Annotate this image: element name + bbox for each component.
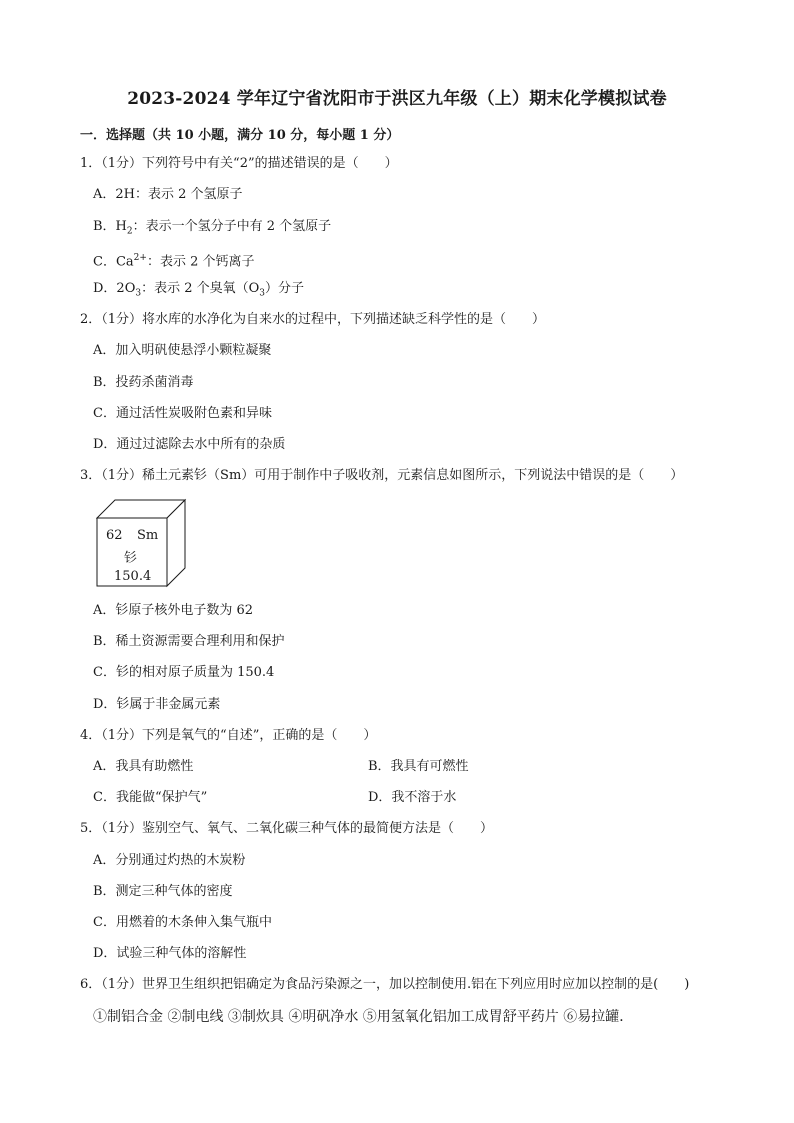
option-d-subscript: 3: [135, 288, 142, 299]
option-c-prefix: C．Ca: [93, 254, 134, 270]
question-4-option-b: B．我具有可燃性: [368, 759, 469, 774]
option-c-superscript: 2+: [133, 253, 147, 263]
element-atomic-mass: 150.4: [114, 569, 152, 584]
option-b-subscript: 2: [126, 226, 133, 237]
question-4-option-d: D．我不溶于水: [368, 790, 457, 805]
question-2-option-d: D．通过过滤除去水中所有的杂质: [93, 437, 286, 452]
page-title: 2023-2024 学年辽宁省沈阳市于洪区九年级（上）期末化学模拟试卷: [127, 89, 667, 109]
element-symbol: Sm: [137, 528, 159, 543]
option-c-text: ：表示 2 个钙离子: [146, 254, 255, 270]
element-name: 钐: [124, 551, 138, 566]
question-5-option-c: C．用燃着的木条伸入集气瓶中: [93, 915, 272, 930]
option-d-subscript-2: 3: [259, 288, 266, 299]
question-1-option-a: A．2H：表示 2 个氢原子: [93, 187, 243, 202]
question-6-stem: 6．（1分）世界卫生组织把铝确定为食品污染源之一，加以控制使用.铝在下列应用时应加以控制的是( ): [80, 977, 690, 992]
question-5-option-d: D．试验三种气体的溶解性: [93, 946, 247, 961]
option-d-suffix: ）分子: [265, 281, 305, 296]
question-1-option-d: [93, 280, 304, 303]
question-2-stem: 2．（1分）将水库的水净化为自来水的过程中，下列描述缺乏科学性的是（ ）: [80, 312, 546, 327]
question-1-option-b: [93, 218, 331, 241]
question-3-option-c: C．钐的相对原子质量为 150.4: [93, 665, 275, 680]
question-3-option-a: A．钐原子核外电子数为 62: [93, 603, 254, 618]
section-heading: 一．选择题（共 10 小题，满分 10 分，每小题 1 分）: [80, 128, 400, 143]
question-1-stem: 1．（1分）下列符号中有关“2”的描述错误的是（ ）: [80, 156, 398, 171]
question-4-option-a: A．我具有助燃性: [93, 759, 194, 774]
question-3-stem: 3．（1分）稀土元素钐（Sm）可用于制作中子吸收剂，元素信息如图所示，下列说法中错误的是（ ）: [80, 468, 684, 483]
option-d-prefix: D．2O: [93, 281, 136, 296]
question-3-option-b: B．稀土资源需要合理利用和保护: [93, 634, 285, 649]
element-atomic-number: 62: [106, 528, 123, 543]
question-1-option-c: [93, 249, 254, 271]
option-b-prefix: B．H: [93, 219, 127, 234]
element-info-cube: [96, 498, 188, 588]
question-4-stem: 4．（1分）下列是氧气的“自述”，正确的是（ ）: [80, 728, 377, 743]
question-5-option-a: A．分别通过灼热的木炭粉: [93, 853, 246, 868]
question-3-option-d: D．钐属于非金属元素: [93, 697, 221, 712]
question-4-option-c: C．我能做“保护气”: [93, 790, 208, 805]
question-2-option-c: C．通过活性炭吸附色素和异味: [93, 406, 272, 421]
option-d-text: ：表示 2 个臭氧（O: [141, 281, 260, 296]
question-6-items: ①制铝合金 ②制电线 ③制炊具 ④明矾净水 ⑤用氢氧化铝加工成胃舒平药片 ⑥易拉罐．: [93, 1009, 634, 1025]
question-5-stem: 5．（1分）鉴别空气、氧气、二氧化碳三种气体的最简便方法是（ ）: [80, 821, 494, 836]
question-2-option-b: B．投药杀菌消毒: [93, 375, 194, 390]
option-b-text: ：表示一个氢分子中有 2 个氢原子: [132, 219, 332, 234]
question-2-option-a: A．加入明矾使悬浮小颗粒凝聚: [93, 343, 272, 358]
question-5-option-b: B．测定三种气体的密度: [93, 884, 233, 899]
